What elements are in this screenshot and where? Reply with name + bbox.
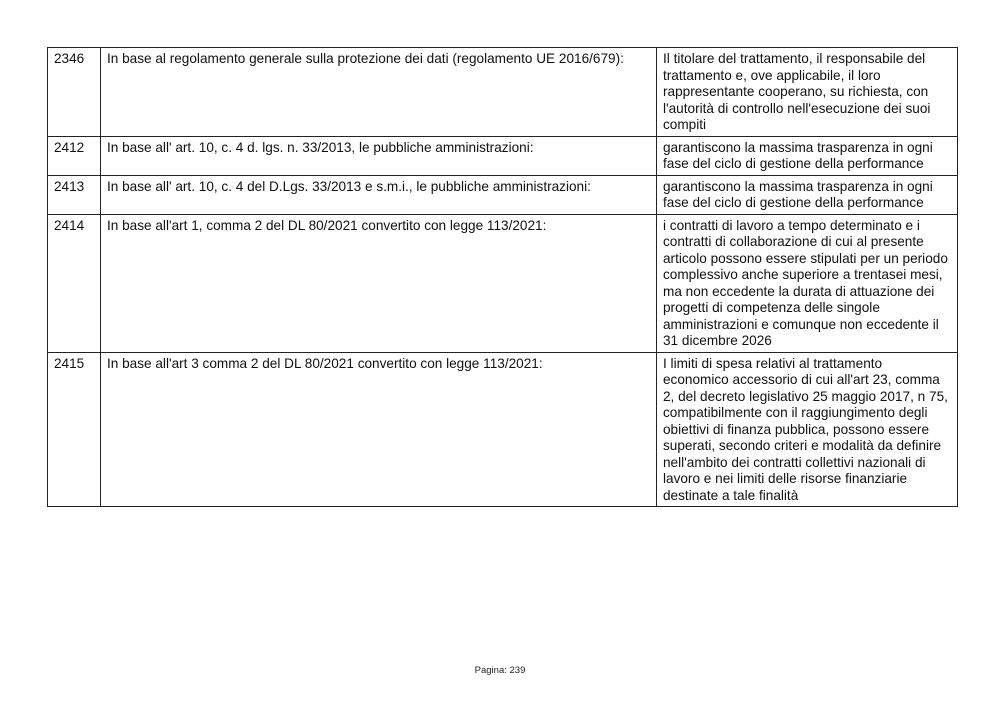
question-number: 2414 — [48, 214, 101, 352]
table-row — [48, 136, 958, 175]
answer-text: i contratti di lavoro a tempo determinato e i contratti di collaborazione di cui al presente articolo possono essere stipulati per un periodo complessivo anche superiore a trentasei mesi, ma non eccedente la durata di attuazione dei progetti di competenza delle singole amministrazioni e comunque non eccedente il 31 dicembre 2026 — [657, 214, 958, 352]
question-text: In base all'art 1, comma 2 del DL 80/2021 convertito con legge 113/2021: — [101, 214, 657, 352]
question-number: 2415 — [48, 352, 101, 507]
question-number: 2413 — [48, 175, 101, 214]
question-number: 2346 — [48, 48, 101, 137]
answer-text: Il titolare del trattamento, il responsabile del trattamento e, ove applicabile, il loro rappresentante cooperano, su richiesta, con l'autorità di controllo nell'esecuzione dei suoi compiti — [657, 48, 958, 137]
questions-table — [47, 47, 958, 507]
answer-text: garantiscono la massima trasparenza in ogni fase del ciclo di gestione della performance — [657, 136, 958, 175]
question-text: In base all' art. 10, c. 4 d. lgs. n. 33/2013, le pubbliche amministrazioni: — [101, 136, 657, 175]
table-row — [48, 175, 958, 214]
question-text: In base all'art 3 comma 2 del DL 80/2021 convertito con legge 113/2021: — [101, 352, 657, 507]
table-row — [48, 48, 958, 137]
answer-text: I limiti di spesa relativi al trattamento economico accessorio di cui all'art 23, comma 2, del decreto legislativo 25 maggio 2017, n 75, compatibilmente con il raggiungimento degli obiettivi di finanza pubblica, possono essere superati, secondo criteri e modalità da definire nell'ambito dei contratti collettivi nazionali di lavoro e nei limiti delle risorse finanziarie destinate a tale finalità — [657, 352, 958, 507]
question-text: In base al regolamento generale sulla protezione dei dati (regolamento UE 2016/679): — [101, 48, 657, 137]
table-row — [48, 214, 958, 352]
answer-text: garantiscono la massima trasparenza in ogni fase del ciclo di gestione della performance — [657, 175, 958, 214]
table-row — [48, 352, 958, 507]
question-number: 2412 — [48, 136, 101, 175]
question-text: In base all' art. 10, c. 4 del D.Lgs. 33/2013 e s.m.i., le pubbliche amministrazioni: — [101, 175, 657, 214]
page-number: Pagina: 239 — [474, 665, 526, 676]
